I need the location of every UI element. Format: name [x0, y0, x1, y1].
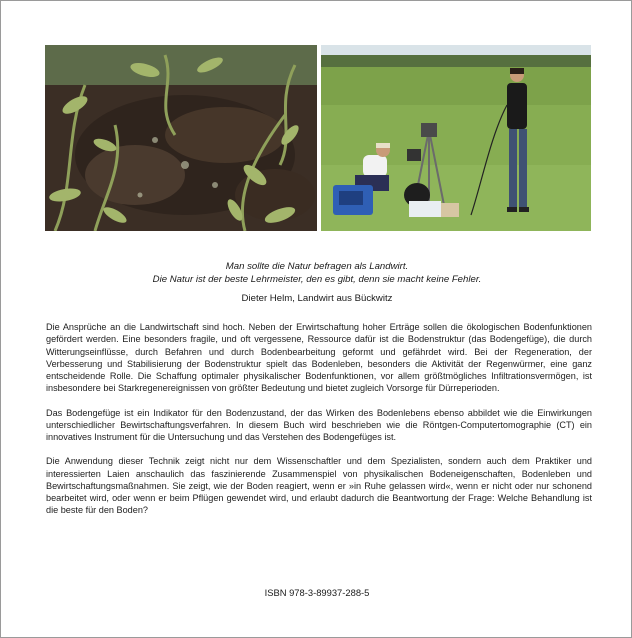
quote-line-2: Die Natur ist der beste Lehrmeister, den es gibt, denn sie macht keine Fehler.	[152, 274, 482, 285]
quote-author: Dieter Helm, Landwirt aus Bückwitz	[241, 293, 393, 304]
epigraph-quote	[1, 260, 632, 286]
blurb-paragraph-1: Die Ansprüche an die Landwirtschaft sind hoch. Neben der Erwirtschaftung hoher Erträge sollen die ökologischen Bodenfunktionen gefördert werden. Eine besonders fragile, und oft vergessene, Ressource dafür ist die Bodenstruktur (das Bodengefüge), die durch Witterungseinflüsse, durch Befahren und durch Bodenbearbeitung geformt und gefährdet wird. Bei der Regeneration, der Verbesserung und Stabilisierung der Bodenstruktur spielt das Bodenleben, besonders die Aktivität der Regenwürmer, eine ganz entscheidende Rolle. Die Schaffung optimaler physikalischer Bodenfunktionen, vor allem größtmögliches Infiltrationsvermögen, ist insbesondere bei Starkregenereignissen von größter Bedeutung und bietet zugleich Vorsorge für Dürreperioden.	[46, 322, 592, 394]
isbn-number: ISBN 978-3-89937-288-5	[264, 587, 370, 598]
blurb-text	[46, 321, 592, 529]
soil-surface-photo	[45, 45, 317, 231]
quote-line-1: Man sollte die Natur befragen als Landwirt.	[225, 261, 409, 272]
field-measurement-photo	[321, 45, 591, 231]
blurb-paragraph-2: Das Bodengefüge ist ein Indikator für den Bodenzustand, der das Wirken des Bodenlebens ebenso abbildet wie die Einwirkungen unterschiedlicher Bewirtschaftungsverfahren. In diesem Buch wird beschrieben wie die Röntgen-Computertomographie (CT) ein innovatives Instrument für die Untersuchung und das Verstehen des Bodengefüges ist.	[46, 407, 592, 442]
blurb-paragraph-3: Die Anwendung dieser Technik zeigt nicht nur dem Wissenschaftler und dem Spezialisten, sondern auch dem Praktiker und interessierten Laien anschaulich das faszinierende Zusammenspiel von physikalischen Bodeneigenschaften, Bodenleben und Bewirtschaftungsmaßnahmen. Sie zeigt, wie der Boden reagiert, wenn er »in Ruhe gelassen wird«, wenn er nicht oder nur schonend bearbeitet wird, oder wenn er beim Pflügen gewendet wird, und erlaubt dadurch die Beantwortung der Frage: Welche Behandlung ist die beste für den Boden?	[46, 456, 592, 516]
